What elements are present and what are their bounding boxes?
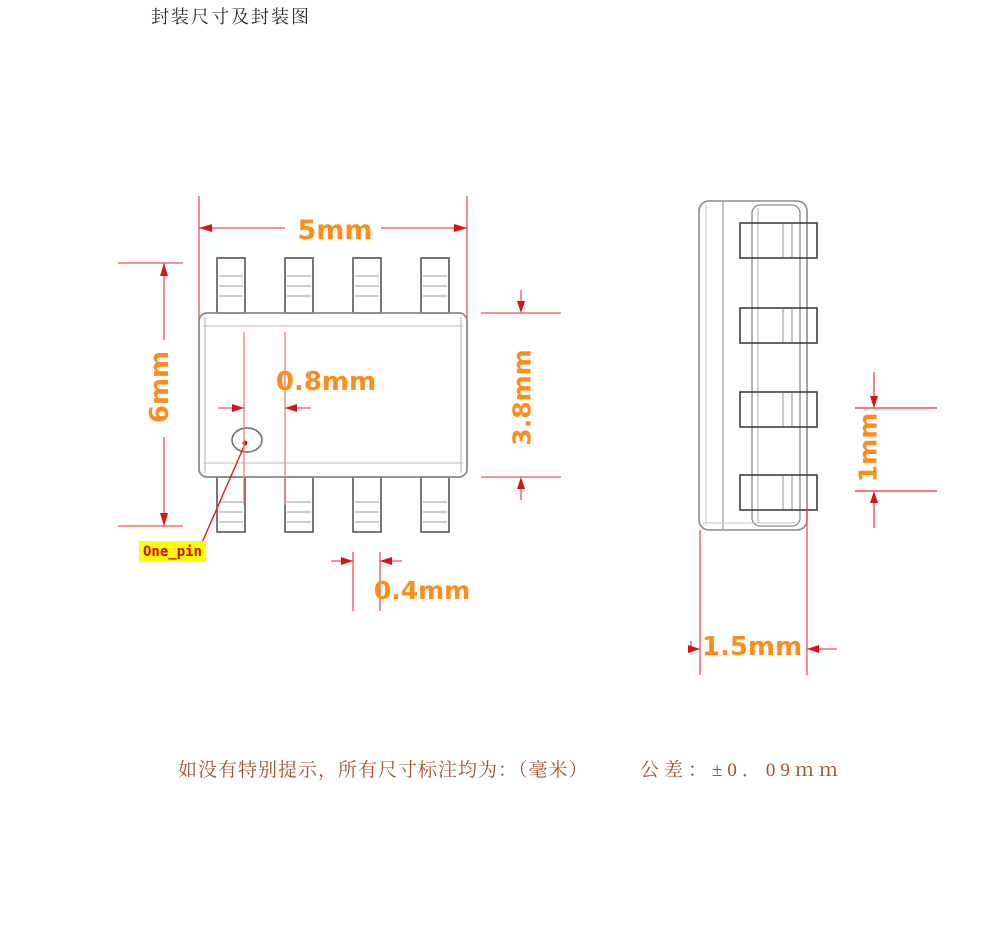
pin1-callout-label: One_pin [139, 541, 206, 562]
pin1-marker [232, 428, 262, 452]
top-pins [217, 258, 449, 313]
dim-label-length: 6mm [145, 350, 175, 424]
top-pin-bend-lines [219, 276, 447, 296]
dim-label-pin-gap: 0.8mm [275, 367, 377, 397]
footer-units-note: 如没有特别提示，所有尺寸标注均为：（毫米） [178, 760, 589, 781]
dim-label-thickness: 1.5mm [701, 632, 803, 662]
footer-tolerance-note: 公差：±0．09ｍｍ [640, 760, 843, 781]
dim-label-pin-width: 0.4mm [373, 576, 471, 605]
bottom-pins [217, 477, 449, 532]
package-body-side-view [699, 201, 807, 530]
page-title: 封装尺寸及封装图 [151, 7, 311, 27]
side-view-drawing [688, 201, 937, 675]
dim-label-body-width: 3.8mm [507, 349, 537, 446]
dim-label-width: 5mm [297, 215, 373, 246]
bottom-pin-bend-lines [219, 502, 447, 522]
dim-label-pin-pitch: 1mm [853, 412, 883, 483]
footer-note [0, 755, 991, 781]
